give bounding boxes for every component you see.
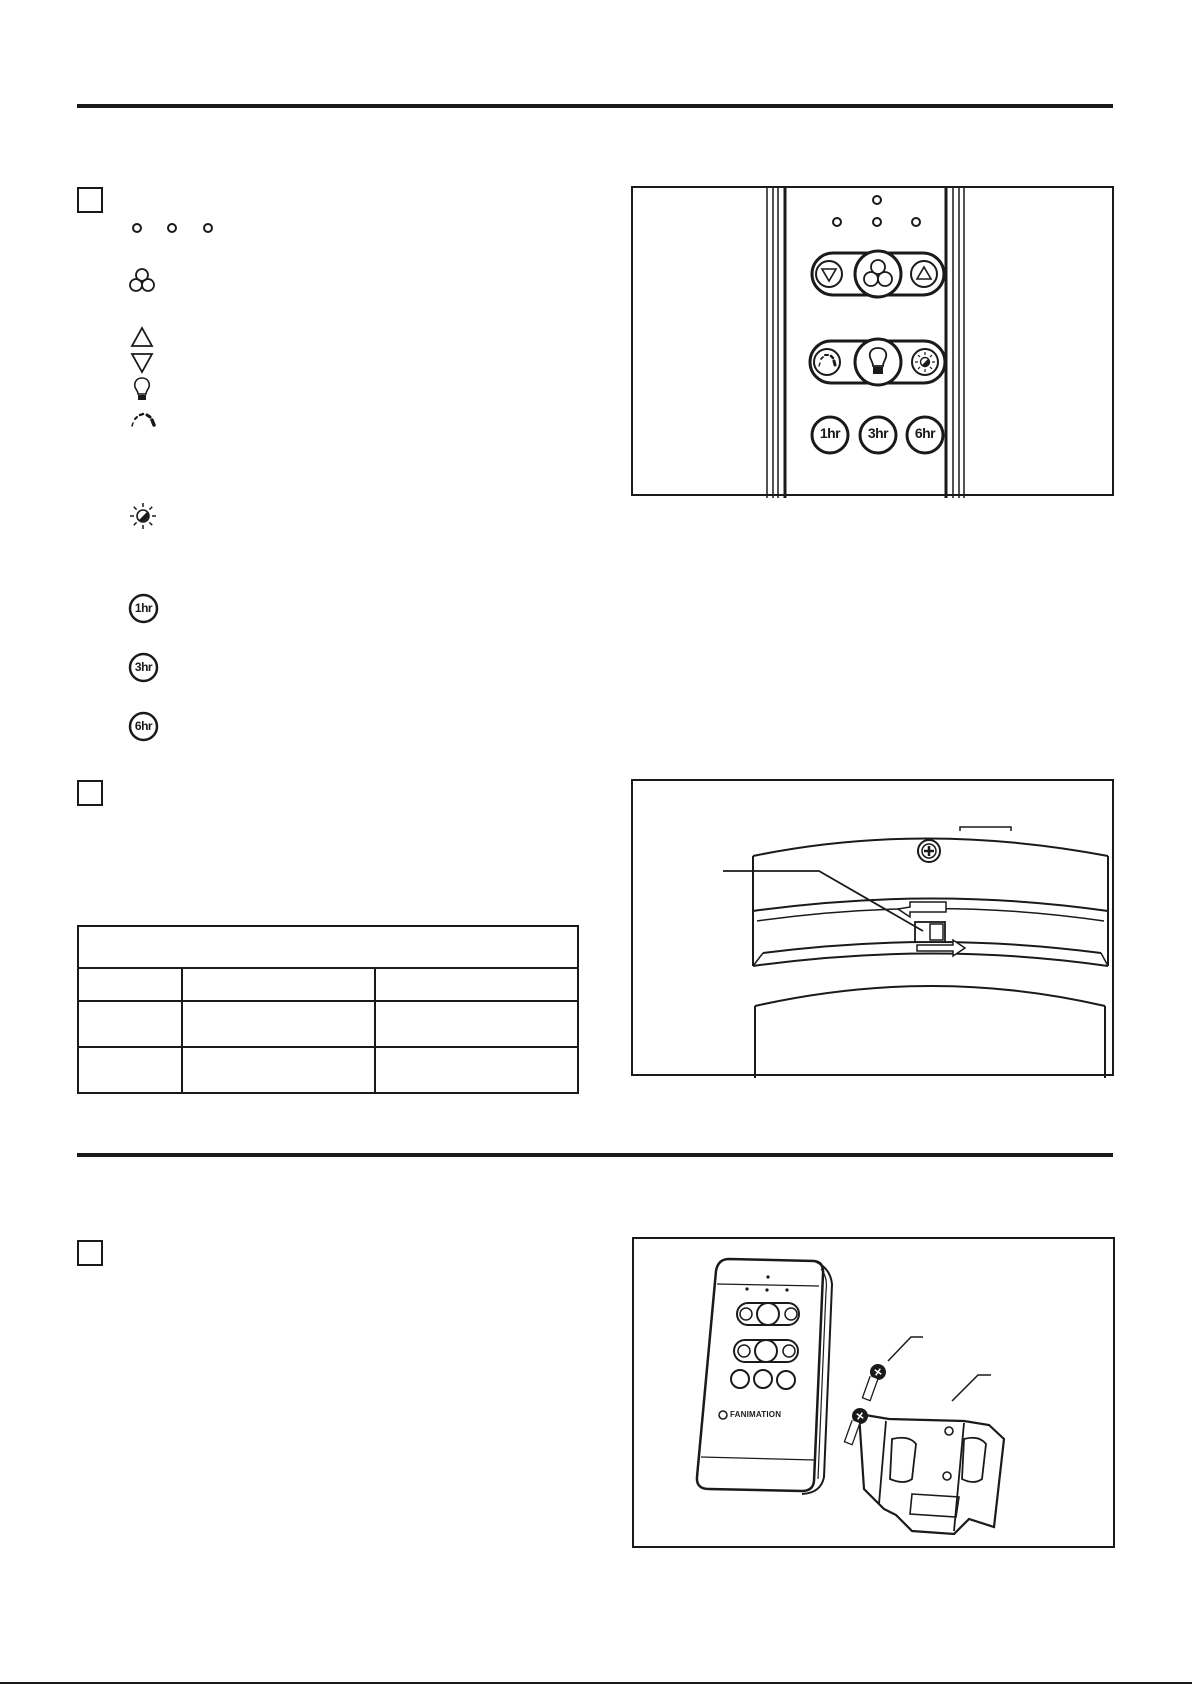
- frequency-table: [77, 925, 579, 1094]
- step-box-2: [77, 780, 103, 806]
- timer-1hr-label: 1hr: [134, 601, 153, 615]
- top-rule: [77, 104, 1113, 108]
- page-bottom-edge: [0, 1682, 1192, 1684]
- fan-icon: [127, 266, 157, 296]
- middle-rule: [77, 1153, 1113, 1157]
- figure-timer-3hr-label: 3hr: [867, 425, 889, 441]
- table-cell: [78, 1047, 182, 1093]
- remote-bracket-figure: [632, 1237, 1115, 1548]
- remote-face-drawing: [633, 188, 1116, 498]
- remote-brand-logo: FANIMATION: [730, 1410, 782, 1419]
- table-row: [78, 1001, 578, 1047]
- table-cell: [182, 1047, 375, 1093]
- table-column-cell: [375, 968, 578, 1001]
- timer-3hr-label: 3hr: [134, 660, 153, 674]
- remote-bracket-drawing: [634, 1239, 1117, 1550]
- dimmer-arc-icon: [129, 410, 157, 430]
- step-box-1: [77, 187, 103, 213]
- table-column-cell: [78, 968, 182, 1001]
- table-row: [78, 1047, 578, 1093]
- timer-3hr-icon: [128, 652, 159, 683]
- table-cell: [182, 1001, 375, 1047]
- sun-icon: [129, 502, 157, 530]
- timer-6hr-icon: [128, 711, 159, 742]
- remote-buttons-figure: [631, 186, 1114, 496]
- table-header-cell: [78, 926, 578, 968]
- figure-timer-6hr-label: 6hr: [914, 425, 936, 441]
- receiver-switch-figure: [631, 779, 1114, 1076]
- timer-1hr-icon: [128, 593, 159, 624]
- figure-timer-1hr-label: 1hr: [819, 425, 841, 441]
- timer-6hr-label: 6hr: [134, 719, 153, 733]
- step-box-3: [77, 1240, 103, 1266]
- table-column-cell: [182, 968, 375, 1001]
- light-bulb-icon: [133, 377, 151, 403]
- table-cell: [78, 1001, 182, 1047]
- table-cell: [375, 1001, 578, 1047]
- table-cell: [375, 1047, 578, 1093]
- indicator-dots-icon: [128, 220, 216, 236]
- receiver-drawing: [633, 781, 1116, 1078]
- triangle-down-icon: [130, 352, 154, 374]
- triangle-up-icon: [130, 326, 154, 348]
